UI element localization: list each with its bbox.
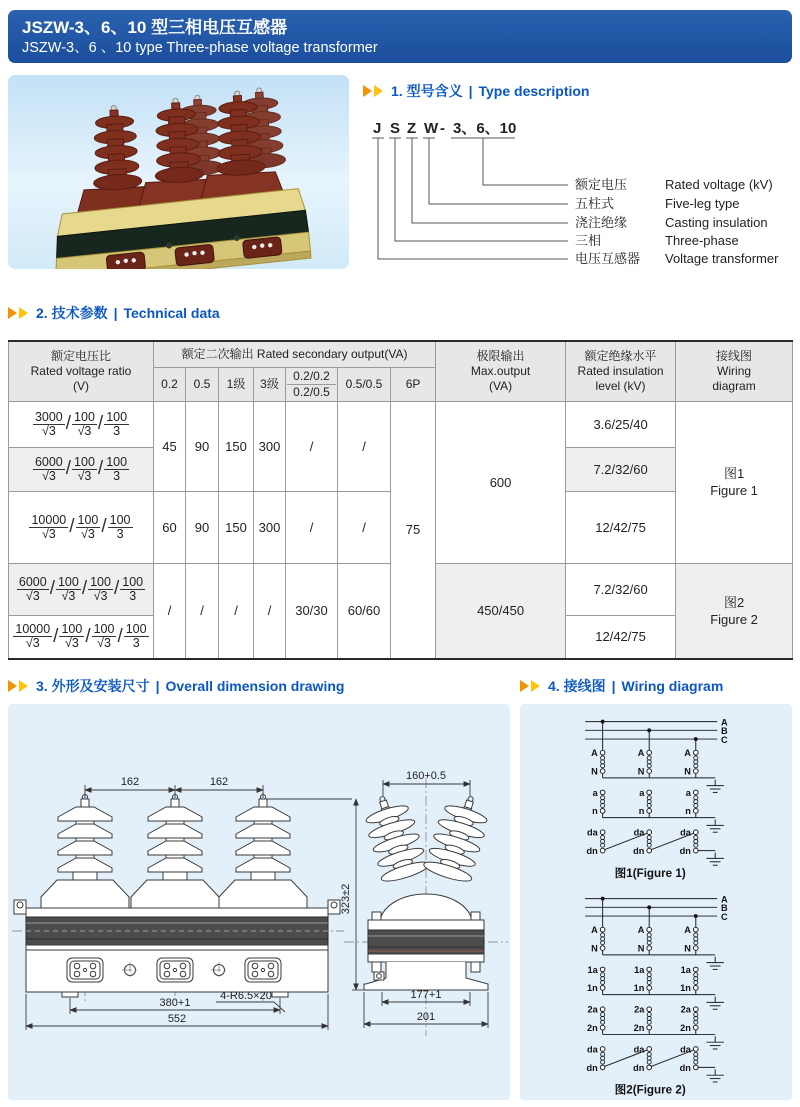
svg-text:dn: dn xyxy=(586,846,598,857)
section2-title xyxy=(8,303,220,323)
dim-323: 323±2 xyxy=(340,883,352,915)
section-arrow-icon xyxy=(19,680,28,692)
svg-text:da: da xyxy=(680,827,691,838)
section-arrow-icon xyxy=(374,85,383,97)
svg-text:da: da xyxy=(680,1043,691,1054)
svg-text:N: N xyxy=(684,766,691,777)
table-cell: 300 xyxy=(254,491,286,563)
type-label-en: Rated voltage (kV) xyxy=(665,177,773,192)
wiring-figure-1 xyxy=(531,708,781,885)
section4-title-en: Wiring diagram xyxy=(621,678,724,694)
section-arrow-icon xyxy=(8,307,17,319)
section-arrow-icon xyxy=(520,680,529,692)
table-cell: / xyxy=(286,491,338,563)
table-cell: 7.2/32/60 xyxy=(566,447,676,491)
section-arrow-icon xyxy=(19,307,28,319)
section2-title-zh: 2. 技术参数 xyxy=(36,305,108,321)
type-label-zh: 浇注绝缘 xyxy=(575,215,628,230)
type-code-letter: J xyxy=(373,120,382,137)
title-english: JSZW-3、6 、10 type Three-phase voltage transformer xyxy=(22,40,378,56)
technical-data-table xyxy=(8,340,793,660)
subheader-class: 0.5/0.5 xyxy=(338,367,391,401)
subheader-class-stacked: 0.2/0.2 0.2/0.5 xyxy=(286,367,338,401)
wiring-diagram-panel xyxy=(520,704,792,1100)
table-cell: / xyxy=(254,563,286,659)
dim-162-left: 162 xyxy=(120,776,140,788)
voltage-ratio-cell: $\frac{6000}{√3}$ / $\frac{100}{√3}$ / $\frac{100}{√3}$ / $\frac{100}{3}$ xyxy=(9,563,154,615)
svg-text:da: da xyxy=(587,827,598,838)
type-code-voltages: 3、6、10 xyxy=(453,120,517,137)
table-cell: 12/42/75 xyxy=(566,491,676,563)
header-insulation-level: 额定绝缘水平 Rated insulation level (kV) xyxy=(566,341,676,401)
svg-text:2a: 2a xyxy=(680,1004,691,1015)
table-cell: 3.6/25/40 xyxy=(566,401,676,447)
svg-text:B: B xyxy=(721,726,728,737)
svg-text:A: A xyxy=(591,924,598,935)
dim-380: 380+1 xyxy=(159,997,191,1009)
subheader-class: 1级 xyxy=(219,367,254,401)
svg-text:a: a xyxy=(592,787,598,798)
svg-text:2n: 2n xyxy=(680,1022,691,1033)
section3-title xyxy=(8,676,520,696)
svg-text:2a: 2a xyxy=(634,1004,645,1015)
svg-text:1n: 1n xyxy=(633,982,645,993)
type-label-en: Casting insulation xyxy=(665,215,768,230)
voltage-ratio-cell: $\frac{6000}{√3}$ / $\frac{100}{√3}$ / $\frac{100}{3}$ xyxy=(9,447,154,491)
svg-text:dn: dn xyxy=(586,1062,598,1073)
svg-text:2a: 2a xyxy=(587,1004,598,1015)
svg-text:da: da xyxy=(587,1043,598,1054)
type-label-zh: 五柱式 xyxy=(575,196,615,211)
svg-text:C: C xyxy=(721,911,728,922)
svg-text:dn: dn xyxy=(633,846,645,857)
table-cell: 90 xyxy=(186,491,219,563)
svg-text:1a: 1a xyxy=(587,964,598,975)
subheader-class: 0.5 xyxy=(186,367,219,401)
subheader-class: 0.2 xyxy=(154,367,186,401)
dim-201: 201 xyxy=(416,1011,436,1023)
table-cell: 图1 Figure 1 xyxy=(676,401,793,563)
svg-text:2n: 2n xyxy=(633,1022,645,1033)
subheader-class: 6P xyxy=(391,367,436,401)
type-code-letter: W xyxy=(424,120,439,137)
section4-title xyxy=(520,676,723,696)
type-label-zh: 电压互感器 xyxy=(575,251,641,266)
dimension-drawing-panel xyxy=(8,704,510,1100)
table-cell: 60/60 xyxy=(338,563,391,659)
title-separator: | xyxy=(155,678,160,694)
table-cell: 450/450 xyxy=(436,563,566,659)
header-max-output: 极限输出 Max.output (VA) xyxy=(436,341,566,401)
svg-text:2n: 2n xyxy=(587,1022,598,1033)
table-cell: 90 xyxy=(186,401,219,491)
section-type-description xyxy=(8,75,792,271)
dim-hole-note: 4-R6.5×20 xyxy=(220,990,272,1002)
section-arrow-icon xyxy=(363,85,372,97)
title-separator: | xyxy=(468,83,473,99)
type-label-en: Voltage transformer xyxy=(665,251,779,266)
section1-title-zh: 1. 型号含义 xyxy=(391,83,463,99)
table-cell: 30/30 xyxy=(286,563,338,659)
svg-text:N: N xyxy=(591,943,598,954)
table-cell: 7.2/32/60 xyxy=(566,563,676,615)
table-cell: / xyxy=(338,401,391,491)
dim-177: 177+1 xyxy=(410,989,442,1001)
svg-text:A: A xyxy=(721,717,728,728)
voltage-ratio-cell: $\frac{10000}{√3}$ / $\frac{100}{√3}$ / $\frac{100}{√3}$ / $\frac{100}{3}$ xyxy=(9,615,154,659)
svg-text:1a: 1a xyxy=(680,964,691,975)
table-cell: / xyxy=(338,491,391,563)
svg-text:n: n xyxy=(592,806,598,817)
dim-162-right: 162 xyxy=(209,776,229,788)
table-cell: / xyxy=(286,401,338,491)
section2-title-en: Technical data xyxy=(123,305,220,321)
table-cell: 150 xyxy=(219,401,254,491)
page-header-banner xyxy=(8,10,792,63)
svg-text:da: da xyxy=(633,827,645,838)
header-secondary-output: 额定二次输出 Rated secondary output(VA) xyxy=(154,341,436,367)
wiring-figure-caption: 图1(Figure 1) xyxy=(614,866,686,880)
dim-160: 160+0.5 xyxy=(405,770,447,782)
table-cell: 600 xyxy=(436,401,566,563)
svg-text:1n: 1n xyxy=(587,982,598,993)
section-arrow-icon xyxy=(531,680,540,692)
svg-text:B: B xyxy=(721,902,728,913)
wiring-figure-2 xyxy=(531,885,781,1100)
section3-title-zh: 3. 外形及安装尺寸 xyxy=(36,678,150,694)
table-cell: / xyxy=(219,563,254,659)
table-cell: 45 xyxy=(154,401,186,491)
title-separator: | xyxy=(113,305,118,321)
type-code-letter: S xyxy=(390,120,401,137)
svg-text:A: A xyxy=(684,924,691,935)
header-wiring-diagram: 接线图 Wiring diagram xyxy=(676,341,793,401)
svg-text:N: N xyxy=(684,943,691,954)
wiring-figure-caption: 图2(Figure 2) xyxy=(614,1083,686,1097)
svg-text:1n: 1n xyxy=(680,982,691,993)
svg-text:n: n xyxy=(638,806,645,817)
svg-text:A: A xyxy=(637,924,645,935)
type-label-en: Five-leg type xyxy=(665,196,740,211)
dimension-drawing xyxy=(8,704,510,1100)
voltage-ratio-cell: $\frac{3000}{√3}$ / $\frac{100}{√3}$ / $\frac{100}{3}$ xyxy=(9,401,154,447)
svg-text:N: N xyxy=(637,943,645,954)
table-cell: 图2 Figure 2 xyxy=(676,563,793,659)
svg-text:n: n xyxy=(685,806,691,817)
svg-text:A: A xyxy=(721,894,728,905)
svg-text:dn: dn xyxy=(679,1062,691,1073)
svg-text:1a: 1a xyxy=(634,964,645,975)
svg-text:dn: dn xyxy=(679,846,691,857)
table-cell: 300 xyxy=(254,401,286,491)
section1-title xyxy=(363,81,793,101)
type-code-letter: Z xyxy=(407,120,417,137)
voltage-ratio-cell: $\frac{10000}{√3}$ / $\frac{100}{√3}$ / $\frac{100}{3}$ xyxy=(9,491,154,563)
product-photo-illustration xyxy=(8,75,349,269)
svg-text:dn: dn xyxy=(633,1062,645,1073)
svg-text:A: A xyxy=(591,748,598,759)
dim-552: 552 xyxy=(167,1013,187,1025)
table-row xyxy=(9,401,793,447)
type-designation-diagram xyxy=(363,107,793,277)
type-label-en: Three-phase xyxy=(665,233,739,248)
svg-text:da: da xyxy=(633,1043,645,1054)
svg-text:N: N xyxy=(591,766,598,777)
section-arrow-icon xyxy=(8,680,17,692)
table-cell: 150 xyxy=(219,491,254,563)
title-separator: | xyxy=(611,678,616,694)
table-cell: 75 xyxy=(391,401,436,659)
svg-text:A: A xyxy=(684,748,691,759)
type-label-zh: 三相 xyxy=(575,233,602,248)
title-chinese: JSZW-3、6、10 型三相电压互感器 xyxy=(22,18,288,37)
type-label-zh: 额定电压 xyxy=(575,177,628,192)
svg-text:C: C xyxy=(721,734,728,745)
section3-title-en: Overall dimension drawing xyxy=(165,678,345,694)
subheader-class: 3级 xyxy=(254,367,286,401)
svg-text:a: a xyxy=(639,787,645,798)
type-code-dash: - xyxy=(440,120,445,137)
table-cell: 60 xyxy=(154,491,186,563)
table-cell: 12/42/75 xyxy=(566,615,676,659)
product-photo xyxy=(8,75,349,269)
header-voltage-ratio: 额定电压比 Rated voltage ratio (V) xyxy=(9,341,154,401)
section1-title-en: Type description xyxy=(478,83,590,99)
section4-title-zh: 4. 接线图 xyxy=(548,678,606,694)
table-cell: / xyxy=(154,563,186,659)
svg-text:A: A xyxy=(637,748,645,759)
table-cell: / xyxy=(186,563,219,659)
svg-text:a: a xyxy=(685,787,691,798)
svg-text:N: N xyxy=(637,766,645,777)
